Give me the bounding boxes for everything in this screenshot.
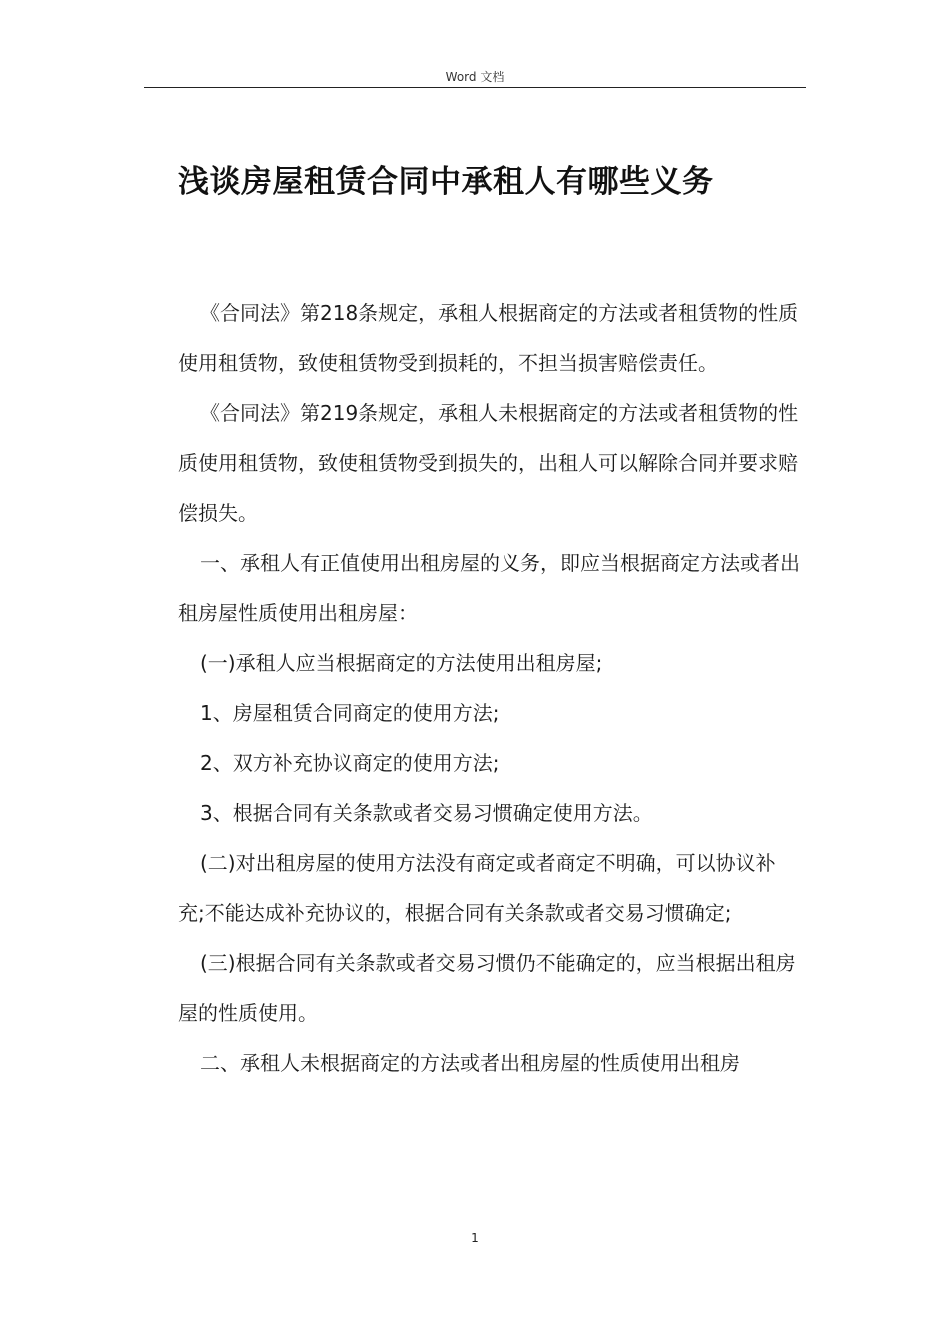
paragraph-4: (一)承租人应当根据商定的方法使用出租房屋; [200, 651, 603, 675]
paragraph-10: 二、承租人未根据商定的方法或者出租房屋的性质使用出租房 [200, 1051, 740, 1075]
paragraph-2: 《合同法》第219条规定，承租人未根据商定的方法或者租赁物的性质使用租赁物，致使租赁物受到损失的，出租人可以解除合同并要求赔偿损失。 [178, 401, 799, 525]
paragraph-6: 2、双方补充协议商定的使用方法; [200, 751, 500, 775]
paragraph-3: 一、承租人有正值使用出租房屋的义务，即应当根据商定方法或者出租房屋性质使用出租房屋： [178, 551, 800, 625]
paragraph-8: (二)对出租房屋的使用方法没有商定或者商定不明确，可以协议补充;不能达成补充协议的，根据合同有关条款或者交易习惯确定; [178, 851, 776, 925]
paragraph-9: (三)根据合同有关条款或者交易习惯仍不能确定的，应当根据出租房屋的性质使用。 [178, 951, 796, 1025]
document-body [178, 288, 802, 1088]
document-title: 浅谈房屋租赁合同中承租人有哪些义务 [178, 164, 714, 200]
page-number: 1 [471, 1231, 479, 1245]
header-divider [144, 87, 806, 88]
paragraph-1: 《合同法》第218条规定，承租人根据商定的方法或者租赁物的性质使用租赁物，致使租赁物受到损耗的，不担当损害赔偿责任。 [178, 301, 799, 375]
paragraph-5: 1、房屋租赁合同商定的使用方法; [200, 701, 500, 725]
paragraph-7: 3、根据合同有关条款或者交易习惯确定使用方法。 [200, 801, 653, 825]
header-label: Word 文档 [445, 70, 505, 84]
